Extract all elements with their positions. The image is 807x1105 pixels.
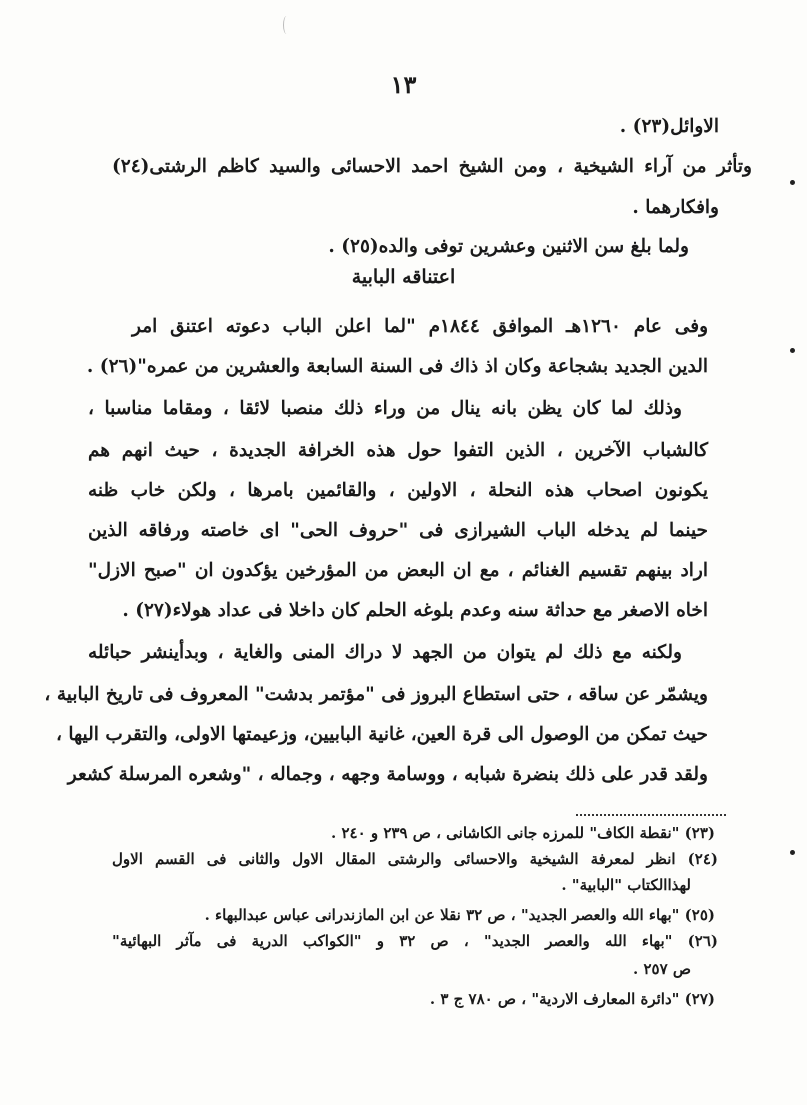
body-line: اراد بينهم تقسيم الغنائم ، مع ان البعض من المؤرخين يؤكدون ان "صبح الازل" — [88, 560, 708, 581]
body-line: حيث تمكن من الوصول الى قرة العين، غانية البابيين، وزعيمتها الاولى، والتقرب اليها ، — [55, 724, 708, 745]
body-line: يكونون اصحاب هذه النحلة ، الاولين ، والقائمين بامرها ، ولكن خاب ظنه — [88, 480, 708, 501]
body-line: كالشباب الآخرين ، الذين التفوا حول هذه الخرافة الجديدة ، حيث انهم هم — [88, 440, 708, 461]
footnote: (٢٣) "نقطة الكاف" للمرزه جانى الكاشانى ، ص ٢٣٩ و ٢٤٠ . — [331, 824, 715, 842]
section-heading: اعتناقه البابية — [351, 266, 456, 288]
body-line: ولكنه مع ذلك لم يتوان من الجهد لا دراك المنى والغاية ، وبدأينشر حبائله — [88, 642, 682, 663]
body-line: ولما بلغ سن الاثنين وعشرين توفى والده(٢٥) . — [328, 236, 689, 257]
body-line: وافكارهما . — [632, 197, 719, 218]
page-number: ١٣ — [390, 70, 417, 99]
body-line: اخاه الاصغر مع حداثة سنه وعدم بلوغه الحلم كان داخلا فى عداد هولاء(٢٧) . — [122, 600, 708, 621]
body-line: حينما لم يدخله الباب الشيرازى فى "حروف الحى" اى خاصته ورفاقه الذين — [88, 520, 708, 541]
footnote: (٢٧) "دائرة المعارف الاردية" ، ص ٧٨٠ ج ٣ . — [429, 990, 715, 1008]
body-line: وتأثر من آراء الشيخية ، ومن الشيخ احمد الاحسائى والسيد كاظم الرشتى(٢٤) — [112, 156, 752, 177]
margin-dot — [790, 180, 795, 185]
footnote: (٢٦) "بهاء الله والعصر الجديد" ، ص ٣٢ و "الكواكب الدرية فى مآثر البهائية" — [112, 932, 718, 950]
margin-dot — [790, 850, 795, 855]
body-line: ولقد قدر على ذلك بنضرة شبابه ، ووسامة وجهه ، وجماله ، "وشعره المرسلة كشعر — [67, 764, 708, 785]
body-line: ويشمّر عن ساقه ، حتى استطاع البروز فى "مؤتمر بدشت" المعروف فى تاريخ البابية ، — [44, 684, 708, 705]
footnote: (٢٥) "بهاء الله والعصر الجديد" ، ص ٣٢ نقلا عن ابن المازندرانى عباس عبدالبهاء . — [204, 906, 715, 924]
margin-dot — [790, 348, 795, 353]
footnote: لهذاالكتاب "البابية" . — [561, 876, 691, 894]
body-line: وذلك لما كان يظن بانه ينال من وراء ذلك منصبا لائقا ، ومقاما مناسبا ، — [88, 398, 682, 419]
body-line: الدين الجديد بشجاعة وكان اذ ذاك فى السنة السابعة والعشرين من عمره"(٢٦) . — [86, 356, 708, 377]
body-line: الاوائل(٢٣) . — [619, 116, 719, 137]
body-line: وفى عام ١٢٦٠هـ الموافق ١٨٤٤م "لما اعلن الباب دعوته اعتنق امر — [132, 316, 708, 337]
footnote: ص ٢٥٧ . — [633, 960, 691, 978]
footnote: (٢٤) انظر لمعرفة الشيخية والاحسائى والرشتى المقال الاول والثانى فى القسم الاول — [112, 850, 718, 868]
pencil-mark — [283, 16, 290, 34]
footnote-separator — [576, 814, 726, 816]
